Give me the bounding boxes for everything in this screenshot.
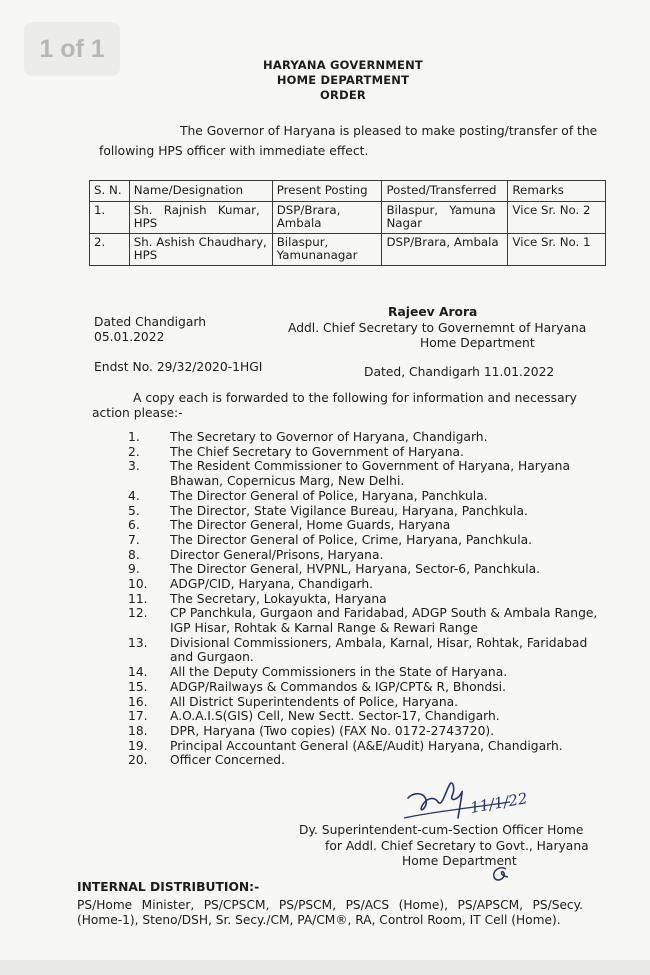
recipient-line: Bhawan, Copernicus Marg, New Delhi. bbox=[170, 473, 405, 488]
cell-present-line: Yamunanagar bbox=[276, 248, 358, 262]
recipient-line: Director General/Prisons, Haryana. bbox=[170, 547, 384, 562]
col-header-name: Name/Designation bbox=[129, 181, 272, 202]
cell-remarks: Vice Sr. No. 2 bbox=[508, 201, 606, 233]
recipient-number: 7. bbox=[128, 532, 140, 547]
cell-name-line: Sh. Ashish Chaudhary, bbox=[133, 234, 267, 249]
recipient-item bbox=[170, 577, 580, 592]
dated-date: 05.01.2022 bbox=[94, 330, 165, 344]
cell-posted-line: Bilaspur, Yamuna bbox=[386, 202, 496, 217]
recipient-number: 10. bbox=[128, 577, 148, 591]
recipient-line: The Director, State Vigilance Bureau, Haryana, Panchkula. bbox=[170, 503, 528, 518]
recipient-item bbox=[170, 445, 580, 460]
recipient-number: 4. bbox=[128, 488, 140, 503]
recipient-item bbox=[170, 606, 598, 635]
recipient-number: 6. bbox=[128, 518, 140, 533]
cell-posted bbox=[382, 201, 508, 233]
recipient-item bbox=[170, 489, 580, 504]
recipient-line: The Director General of Police, Haryana, Panchkula. bbox=[170, 488, 488, 503]
recipient-number: 13. bbox=[128, 635, 148, 650]
header-department: HOME DEPARTMENT bbox=[276, 73, 410, 87]
cell-present bbox=[272, 201, 382, 233]
cell-posted-line: DSP/Brara, Ambala bbox=[386, 234, 499, 249]
cell-remarks: Vice Sr. No. 1 bbox=[508, 233, 606, 265]
endorsement-line-3: Home Department bbox=[402, 854, 517, 868]
endst-dated: Dated, Chandigarh 11.01.2022 bbox=[364, 365, 555, 379]
recipient-item bbox=[170, 592, 580, 607]
recipient-number: 2. bbox=[128, 444, 140, 459]
recipient-number: 19. bbox=[128, 738, 148, 753]
recipient-number: 12. bbox=[128, 606, 148, 621]
handwritten-initial bbox=[488, 863, 512, 885]
recipient-item bbox=[170, 430, 580, 445]
signatory-designation: Addl. Chief Secretary to Governemnt of Haryana bbox=[288, 321, 587, 335]
internal-distribution-text: PS/Home Minister, PS/CPSCM, PS/PSCM, PS/ACS (Home), PS/APSCM, PS/Secy.(Home-1), Steno/DSH, Sr. Secy./CM, PA/CM®, RA, Control Room, IT Cell (Home). bbox=[77, 898, 583, 927]
col-header-remarks: Remarks bbox=[508, 181, 606, 202]
recipient-line: The Director General of Police, Crime, Haryana, Panchkula. bbox=[170, 532, 533, 547]
recipient-item bbox=[170, 548, 580, 563]
recipient-number: 17. bbox=[128, 709, 148, 724]
recipient-line: and Gurgaon. bbox=[170, 650, 254, 665]
cell-sn: 1. bbox=[90, 201, 130, 233]
header-order: ORDER bbox=[320, 88, 366, 102]
recipient-item bbox=[170, 562, 580, 577]
recipient-line: ADGP/CID, Haryana, Chandigarh. bbox=[170, 577, 374, 591]
recipient-item bbox=[170, 518, 580, 533]
handwritten-date: 11/1/22 bbox=[468, 789, 529, 817]
viewer-bottom-edge bbox=[0, 960, 650, 975]
col-header-posted: Posted/Transferred bbox=[382, 181, 508, 202]
cell-name bbox=[129, 201, 272, 233]
recipient-line: All District Superintendents of Police, Haryana. bbox=[170, 694, 459, 709]
recipient-line: The Director General, HVPNL, Haryana, Sector-6, Panchkula. bbox=[170, 562, 541, 577]
internal-distribution-heading: INTERNAL DISTRIBUTION:- bbox=[77, 880, 260, 894]
recipient-item bbox=[170, 680, 580, 695]
recipient-line: The Chief Secretary to Government of Haryana. bbox=[170, 444, 464, 459]
recipient-number: 5. bbox=[128, 503, 140, 518]
recipient-item bbox=[170, 695, 580, 710]
table-row bbox=[90, 233, 606, 265]
cell-present-line: DSP/Brara, bbox=[276, 202, 341, 217]
cell-name-line: HPS bbox=[133, 216, 158, 230]
cell-name-line: HPS bbox=[133, 248, 158, 262]
recipient-line: The Secretary to Governor of Haryana, Chandigarh. bbox=[170, 430, 488, 444]
col-header-present: Present Posting bbox=[272, 181, 382, 202]
signatory-department: Home Department bbox=[420, 336, 535, 350]
recipient-line: Divisional Commissioners, Ambala, Karnal, Hisar, Rohtak, Faridabad bbox=[170, 635, 588, 650]
recipient-number: 11. bbox=[128, 591, 148, 606]
dated-place: Dated Chandigarh bbox=[94, 315, 207, 329]
recipient-line: CP Panchkula, Gurgaon and Faridabad, ADGP South & Ambala Range, bbox=[170, 606, 598, 621]
intro-line-1: The Governor of Haryana is pleased to make posting/transfer of the bbox=[180, 124, 598, 138]
cell-name bbox=[129, 233, 272, 265]
endst-number: Endst No. 29/32/2020-1HGI bbox=[94, 360, 263, 374]
recipient-number: 9. bbox=[128, 562, 140, 577]
recipient-line: IGP Hisar, Rohtak & Karnal Range & Rewari Range bbox=[170, 620, 478, 635]
header-government: HARYANA GOVERNMENT bbox=[263, 58, 423, 72]
recipient-line: The Director General, Home Guards, Haryana bbox=[170, 518, 451, 533]
intro-line-2: following HPS officer with immediate effect. bbox=[99, 144, 369, 158]
recipient-number: 16. bbox=[128, 694, 148, 709]
recipient-line: Principal Accountant General (A&E/Audit) Haryana, Chandigarh. bbox=[170, 738, 563, 753]
recipient-item bbox=[170, 504, 580, 519]
recipient-item bbox=[170, 739, 580, 754]
cell-name-line: Sh. Rajnish Kumar, bbox=[133, 202, 260, 217]
recipient-line: Officer Concerned. bbox=[170, 753, 286, 768]
recipient-line: A.O.A.I.S(GIS) Cell, New Sectt. Sector-17, Chandigarh. bbox=[170, 709, 500, 724]
recipient-item bbox=[170, 753, 580, 768]
recipient-number: 1. bbox=[128, 430, 140, 444]
cell-present-line: Bilaspur, bbox=[276, 234, 329, 249]
cell-sn: 2. bbox=[90, 233, 130, 265]
recipient-number: 18. bbox=[128, 724, 148, 738]
recipient-line: The Resident Commissioner to Government of Haryana, Haryana bbox=[170, 459, 571, 474]
recipient-number: 14. bbox=[128, 665, 148, 680]
recipient-item bbox=[170, 533, 580, 548]
table-row bbox=[90, 201, 606, 233]
page-indicator: 1 of 1 bbox=[24, 22, 120, 76]
recipient-number: 20. bbox=[128, 753, 148, 768]
recipient-item bbox=[170, 709, 580, 724]
recipient-line: ADGP/Railways & Commandos & IGP/CPT& R, Bhondsi. bbox=[170, 679, 507, 694]
forward-line-2: action please:- bbox=[92, 406, 183, 420]
recipient-item bbox=[170, 724, 580, 739]
recipient-number: 3. bbox=[128, 459, 140, 474]
cell-posted-line: Nagar bbox=[386, 216, 423, 230]
recipient-number: 15. bbox=[128, 679, 148, 694]
recipient-line: The Secretary, Lokayukta, Haryana bbox=[170, 591, 387, 606]
recipient-number: 8. bbox=[128, 547, 140, 562]
recipient-line: DPR, Haryana (Two copies) (FAX No. 0172-2743720). bbox=[170, 724, 495, 738]
recipient-item bbox=[170, 665, 580, 680]
col-header-sn: S. N. bbox=[90, 181, 130, 202]
recipient-item bbox=[170, 459, 580, 488]
table-header-row bbox=[90, 181, 606, 202]
cell-posted bbox=[382, 233, 508, 265]
cell-present bbox=[272, 233, 382, 265]
endorsement-line-1: Dy. Superintendent-cum-Section Officer Home bbox=[299, 823, 584, 837]
endorsement-line-2: for Addl. Chief Secretary to Govt., Haryana bbox=[325, 839, 589, 853]
recipient-line: All the Deputy Commissioners in the State of Haryana. bbox=[170, 665, 508, 680]
signatory-name: Rajeev Arora bbox=[388, 305, 478, 319]
cell-present-line: Ambala bbox=[276, 216, 322, 230]
posting-table bbox=[89, 180, 606, 266]
forward-line-1: A copy each is forwarded to the following for information and necessary bbox=[133, 391, 577, 405]
recipient-item bbox=[170, 635, 588, 665]
